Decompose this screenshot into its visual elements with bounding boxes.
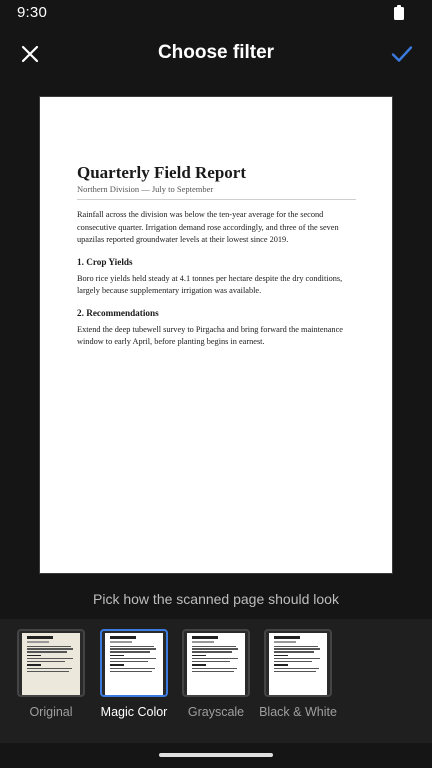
thumbnail-text-line — [192, 671, 234, 672]
check-icon — [391, 45, 413, 63]
filter-magic-color[interactable] — [100, 629, 168, 734]
thumbnail-text-line — [27, 636, 53, 639]
document-divider — [77, 199, 356, 200]
thumbnail-text-line — [110, 651, 150, 652]
thumbnail-text-line — [110, 661, 148, 662]
scanned-page-preview — [40, 97, 392, 573]
filter-thumbnail — [17, 629, 85, 697]
navigation-bar — [0, 743, 432, 768]
thumbnail-text-line — [274, 636, 300, 639]
section-body: Extend the deep tubewell survey to Pirgacha and bring forward the maintenance window to early April, before planting begins in earnest. — [77, 324, 343, 346]
status-bar — [0, 0, 432, 26]
confirm-button[interactable] — [384, 36, 420, 72]
filter-label: Original — [29, 705, 73, 719]
thumbnail-text-line — [110, 646, 154, 647]
thumbnail-text-line — [110, 641, 132, 643]
thumbnail-text-line — [27, 655, 41, 657]
thumbnail-text-line — [192, 668, 237, 669]
thumbnail-text-line — [192, 658, 238, 659]
thumbnail-text-line — [192, 664, 206, 666]
status-time: 9:30 — [17, 4, 47, 21]
thumbnail-page — [187, 633, 245, 697]
filter-label: Grayscale — [187, 705, 245, 719]
thumbnail-text-line — [192, 646, 236, 647]
thumbnail-text-line — [192, 648, 238, 649]
thumbnail-text-line — [27, 661, 65, 662]
thumbnail-text-line — [274, 664, 288, 666]
thumbnail-text-line — [27, 668, 72, 669]
thumbnail-text-line — [27, 671, 69, 672]
section-heading: 2. Recommendations — [77, 307, 159, 318]
thumbnail-text-line — [192, 655, 206, 657]
thumbnail-page — [269, 633, 327, 697]
thumbnail-text-line — [110, 668, 155, 669]
thumbnail-text-line — [110, 671, 152, 672]
thumbnail-text-line — [110, 658, 156, 659]
filter-original[interactable] — [17, 629, 85, 734]
filter-thumbnail — [100, 629, 168, 697]
thumbnail-text-line — [274, 651, 314, 652]
page-title: Choose filter — [157, 42, 275, 63]
home-indicator[interactable] — [159, 753, 273, 757]
thumbnail-text-line — [110, 636, 136, 639]
filter-grayscale[interactable] — [182, 629, 250, 734]
thumbnail-text-line — [110, 655, 124, 657]
filter-thumbnail — [264, 629, 332, 697]
thumbnail-text-line — [274, 658, 320, 659]
thumbnail-text-line — [192, 636, 218, 639]
app-bar — [0, 26, 432, 84]
thumbnail-text-line — [274, 671, 316, 672]
filter-label: Black & White — [259, 705, 337, 719]
section-body: Boro rice yields held steady at 4.1 tonnes per hectare despite the dry conditions, largely because supplementary irrigation was available. — [77, 273, 343, 295]
thumbnail-text-line — [274, 655, 288, 657]
filter-tray — [0, 619, 432, 743]
thumbnail-text-line — [274, 661, 312, 662]
thumbnail-text-line — [110, 664, 124, 666]
thumbnail-text-line — [27, 648, 73, 649]
thumbnail-text-line — [192, 641, 214, 643]
thumbnail-text-line — [27, 664, 41, 666]
thumbnail-text-line — [27, 658, 73, 659]
thumbnail-text-line — [274, 646, 318, 647]
filter-label: Magic Color — [100, 705, 168, 719]
thumbnail-text-line — [274, 641, 296, 643]
filter-black-white[interactable] — [259, 629, 337, 734]
document-intro: Rainfall across the division was below the ten-year average for the second consecutive quarter. Irrigation demand rose accordingly, and three of the seven upazilas reported groundwater levels at their lowest since 2019. — [77, 210, 339, 244]
section-heading: 1. Crop Yields — [77, 256, 133, 267]
scan-preview-area — [0, 84, 432, 584]
thumbnail-text-line — [192, 661, 230, 662]
thumbnail-text-line — [27, 651, 67, 652]
thumbnail-page — [22, 633, 80, 697]
document-title: Quarterly Field Report — [77, 163, 247, 182]
thumbnail-text-line — [27, 646, 71, 647]
thumbnail-text-line — [110, 648, 156, 649]
thumbnail-text-line — [192, 651, 232, 652]
thumbnail-text-line — [27, 641, 49, 643]
thumbnail-page — [105, 633, 163, 697]
filter-thumbnail — [182, 629, 250, 697]
battery-icon — [394, 5, 404, 20]
thumbnail-text-line — [274, 648, 320, 649]
filter-hint: Pick how the scanned page should look — [93, 591, 339, 607]
document-subtitle: Northern Division — July to September — [77, 184, 214, 194]
thumbnail-text-line — [274, 668, 319, 669]
